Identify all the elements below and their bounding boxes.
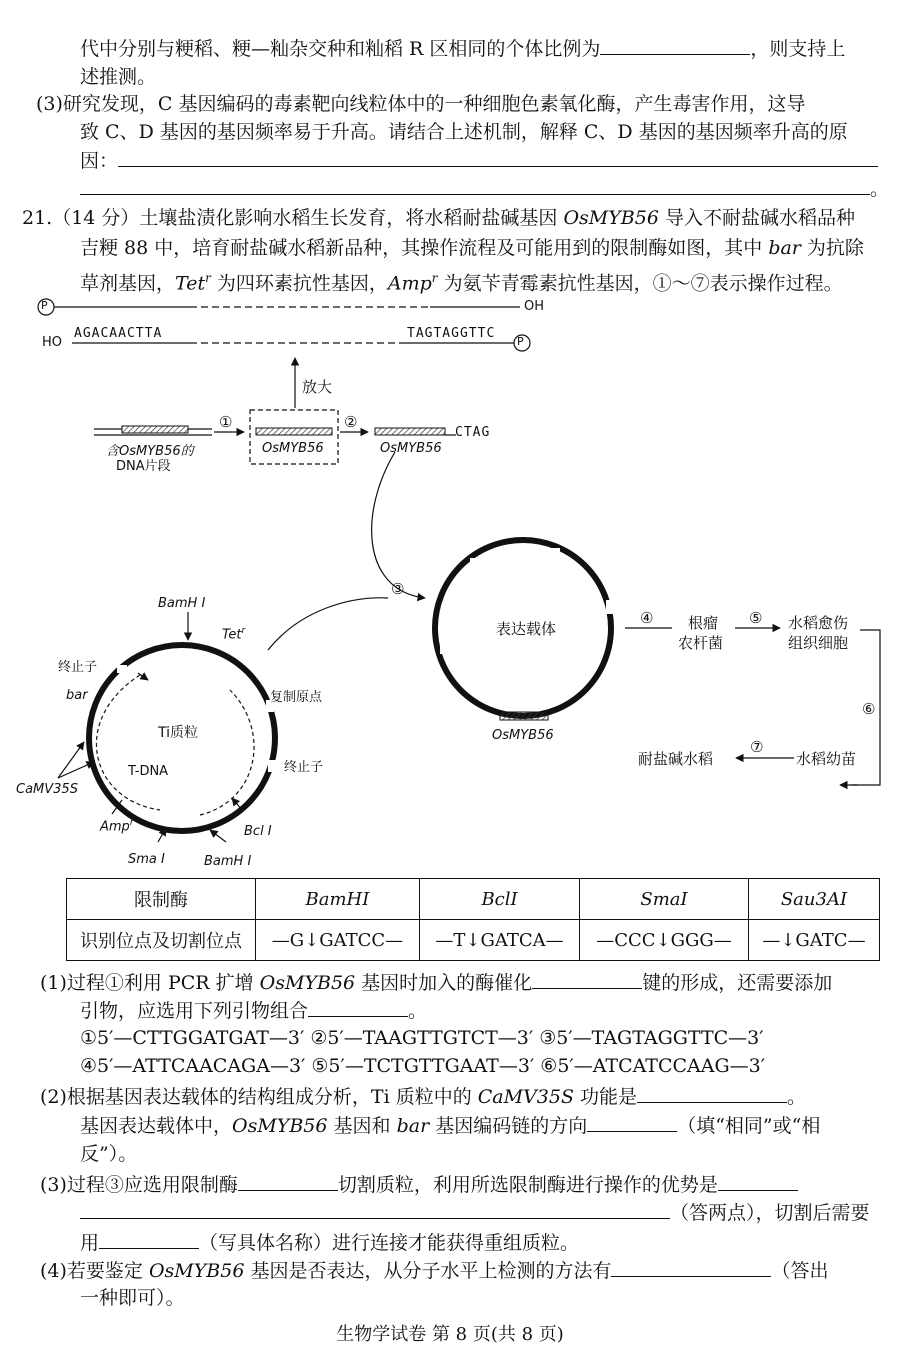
- gene-name: OsMYB56: [563, 207, 659, 229]
- table-header-cell: BclⅠ: [419, 879, 579, 920]
- table-cell: —G↓GATCC—: [256, 920, 420, 961]
- q4-text-c: （答出: [771, 1260, 829, 1282]
- q20-sub3-line-2: 致 C、D 基因的基因频率易于升高。请结合上述机制，解释 C、D 基因的基因频率升高的原: [80, 121, 848, 143]
- q4-line-1: [40, 1256, 829, 1285]
- q2-text-d: 基因表达载体中，: [80, 1115, 233, 1137]
- q4-gene: OsMYB56: [148, 1260, 245, 1282]
- table-cell: 识别位点及切割位点: [67, 920, 256, 961]
- step-1-label: ①: [219, 413, 233, 431]
- step-4-label: ④: [640, 609, 654, 627]
- answer-blank[interactable]: [238, 1170, 338, 1191]
- q1-line-1: [40, 968, 832, 997]
- bamhi-top-label: BamH Ⅰ: [158, 596, 206, 611]
- page-footer: 生物学试卷 第 8 页(共 8 页): [336, 1324, 564, 1345]
- q2-line-3: 反”）。: [80, 1143, 138, 1165]
- step-6-label: ⑥: [862, 700, 876, 718]
- answer-blank[interactable]: [99, 1228, 199, 1249]
- bcli-label: Bcl Ⅰ: [244, 824, 272, 839]
- primer-region-detail: [38, 299, 530, 351]
- answer-blank[interactable]: [308, 996, 408, 1017]
- table-row: [67, 920, 880, 961]
- agrobacterium-label-2: 农杆菌: [678, 634, 724, 652]
- q20-text-1b: ，则支持上: [750, 38, 846, 60]
- q3-text-a: (3)过程③应选用限制酶: [40, 1174, 238, 1196]
- table-header-cell: BamHⅠ: [256, 879, 420, 920]
- camv35s-label: CaMV35S: [16, 782, 78, 797]
- ho-label: HO: [42, 335, 63, 350]
- primer-options-1: ①5′—CTTGGATGAT—3′ ②5′—TAAGTTGTCT—3′ ③5′—TAGTAGGTTC—3′: [80, 1027, 764, 1049]
- q1-text-e: 。: [408, 1000, 428, 1022]
- tet-name: Tet: [175, 272, 206, 295]
- tet-label-sup: r: [241, 626, 246, 636]
- step-3-label: ③: [391, 580, 405, 598]
- q2-text-c: 。: [787, 1086, 807, 1108]
- answer-blank[interactable]: [718, 1170, 798, 1191]
- q20-text-1a: 代中分别与粳稻、粳—籼杂交种和籼稻 R 区相同的个体比例为: [80, 38, 601, 60]
- q3-text-d: 用: [80, 1232, 100, 1254]
- q1-gene: OsMYB56: [259, 972, 356, 994]
- q2-line-1: [40, 1082, 806, 1111]
- sequence-left: AGACAACTTA: [74, 326, 163, 341]
- primer-options-2: ④5′—ATTCAACAGA—3′ ⑤5′—TCTGTTGAAT—3′ ⑥5′—ATCATCCAAG—3′: [80, 1055, 766, 1077]
- answer-blank[interactable]: [637, 1082, 787, 1103]
- table-cell: —CCC↓GGG—: [580, 920, 749, 961]
- bar-label: bar: [66, 688, 88, 703]
- bamhi-bottom-label: BamH Ⅰ: [204, 854, 252, 869]
- gene-label-fragment: OsMYB56: [380, 441, 442, 456]
- q1-text-c: 键的形成，还需要添加: [642, 972, 833, 994]
- q3-text-b: 切割质粒，利用所选限制酶进行操作的优势是: [337, 1174, 718, 1196]
- q1-text-d: 引物，应选用下列引物组合: [80, 1000, 309, 1022]
- q2-camv: CaMV35S: [477, 1086, 574, 1108]
- q3-line-1: [40, 1170, 798, 1199]
- table-header-cell: Sau3AⅠ: [748, 879, 879, 920]
- bar-name: bar: [768, 237, 801, 259]
- answer-blank[interactable]: [80, 1198, 670, 1219]
- amp-label: [100, 818, 134, 834]
- q21-text-1a: 21.（14 分）土壤盐渍化影响水稻生长发育，将水稻耐盐碱基因: [22, 207, 564, 229]
- callus-label-1: 水稻愈伤: [788, 614, 849, 632]
- q21-text-1b: 导入不耐盐碱水稻品种: [658, 207, 855, 229]
- sequence-right: TAGTAGGTTC: [407, 326, 496, 341]
- tolerant-rice-label: 耐盐碱水稻: [638, 750, 714, 768]
- agrobacterium-label-1: 根瘤: [688, 614, 719, 632]
- answer-blank[interactable]: [587, 1111, 677, 1132]
- terminator-top-label: 终止子: [58, 660, 98, 675]
- answer-blank[interactable]: [532, 968, 642, 989]
- answer-blank[interactable]: [611, 1256, 771, 1277]
- q2-gene: OsMYB56: [232, 1115, 328, 1137]
- q2-line-2: [80, 1111, 820, 1140]
- step-2-label: ②: [344, 413, 358, 431]
- q21-text-2a: 吉粳 88 中，培育耐盐碱水稻新品种，其操作流程及可能用到的限制酶如图，其中: [80, 237, 769, 259]
- q1-text-b: 基因时加入的酶催化: [355, 972, 533, 994]
- callus-label-2: 组织细胞: [788, 634, 849, 652]
- q4-text-a: (4)若要鉴定: [40, 1260, 149, 1282]
- q2-text-e: 基因和: [327, 1115, 397, 1137]
- table-row: [67, 879, 880, 920]
- q20-line-2: 述推测。: [80, 66, 157, 88]
- q3-line-2: [80, 1198, 870, 1227]
- expression-vector-label: 表达载体: [496, 620, 557, 638]
- smai-label: Sma Ⅰ: [128, 852, 165, 867]
- phosphate-right-label: P: [517, 335, 524, 348]
- gene-fragment: [375, 428, 445, 435]
- tdna-label: T-DNA: [128, 764, 169, 779]
- ti-plasmid-label: Ti质粒: [158, 725, 199, 741]
- terminator-right-label: 终止子: [284, 760, 324, 775]
- dna-fragment: [94, 426, 212, 435]
- table-header-cell: SmaⅠ: [580, 879, 749, 920]
- q20-sub3-text-3: 因：: [80, 150, 119, 172]
- tet-sup: r: [205, 271, 211, 285]
- origin-label: 复制原点: [270, 690, 323, 705]
- q21-text-3c: 为氨苄青霉素抗性基因，①～⑦表示操作过程。: [437, 272, 843, 295]
- q2-text-b: 功能是: [573, 1086, 638, 1108]
- q21-text-3b: 为四环素抗性基因，: [210, 272, 388, 295]
- amp-label-text: Amp: [100, 819, 130, 835]
- tet-label-text: Tet: [222, 627, 242, 643]
- tet-label: [222, 626, 245, 642]
- dna-fragment-label-1: 含OsMYB56的: [106, 444, 194, 459]
- step-5-label: ⑤: [749, 609, 763, 627]
- q3-line-3: [80, 1228, 579, 1257]
- q4-text-b: 基因是否表达，从分子水平上检测的方法有: [244, 1260, 612, 1282]
- q1-text-a: (1)过程①利用 PCR 扩增: [40, 972, 260, 994]
- q2-text-f: 基因编码链的方向: [429, 1115, 588, 1137]
- q3-text-e: （写具体名称）进行连接才能获得重组质粒。: [199, 1232, 580, 1254]
- seedling-label: 水稻幼苗: [796, 750, 857, 768]
- ctag-overhang: CTAG: [455, 425, 491, 440]
- table-cell: —T↓GATCA—: [419, 920, 579, 961]
- q2-text-g: （填“相同”或“相: [677, 1115, 821, 1137]
- q20-sub3-end: 。: [870, 178, 890, 200]
- magnify-label: 放大: [302, 378, 333, 396]
- q3-text-c: （答两点），切割后需要: [670, 1202, 870, 1224]
- gene-label-box: OsMYB56: [262, 441, 324, 456]
- step-7-label: ⑦: [750, 738, 764, 756]
- restriction-enzyme-table: [66, 878, 880, 961]
- table-cell: —↓GATC—: [748, 920, 879, 961]
- phosphate-left-label: P: [41, 299, 48, 312]
- amp-sup: r: [431, 271, 438, 285]
- vector-gene-label: OsMYB56: [492, 728, 554, 743]
- q2-bar: bar: [396, 1115, 430, 1137]
- table-header-cell: 限制酶: [67, 879, 256, 920]
- q21-text-3a: 草剂基因，: [80, 272, 176, 295]
- q21-text-2b: 为抗除: [800, 237, 864, 259]
- oh-label: OH: [524, 299, 545, 314]
- amp-name: Amp: [387, 272, 432, 295]
- amp-label-sup: r: [129, 818, 134, 828]
- q2-text-a: (2)根据基因表达载体的结构组成分析，Ti 质粒中的: [40, 1086, 478, 1108]
- q4-line-2: 一种即可）。: [80, 1287, 185, 1309]
- q1-line-2: [80, 996, 427, 1025]
- dna-fragment-label-2: DNA片段: [116, 459, 171, 474]
- q20-sub3-line-1: (3)研究发现，C 基因编码的毒素靶向线粒体中的一种细胞色素氧化酶，产生毒害作用，这导: [36, 93, 806, 115]
